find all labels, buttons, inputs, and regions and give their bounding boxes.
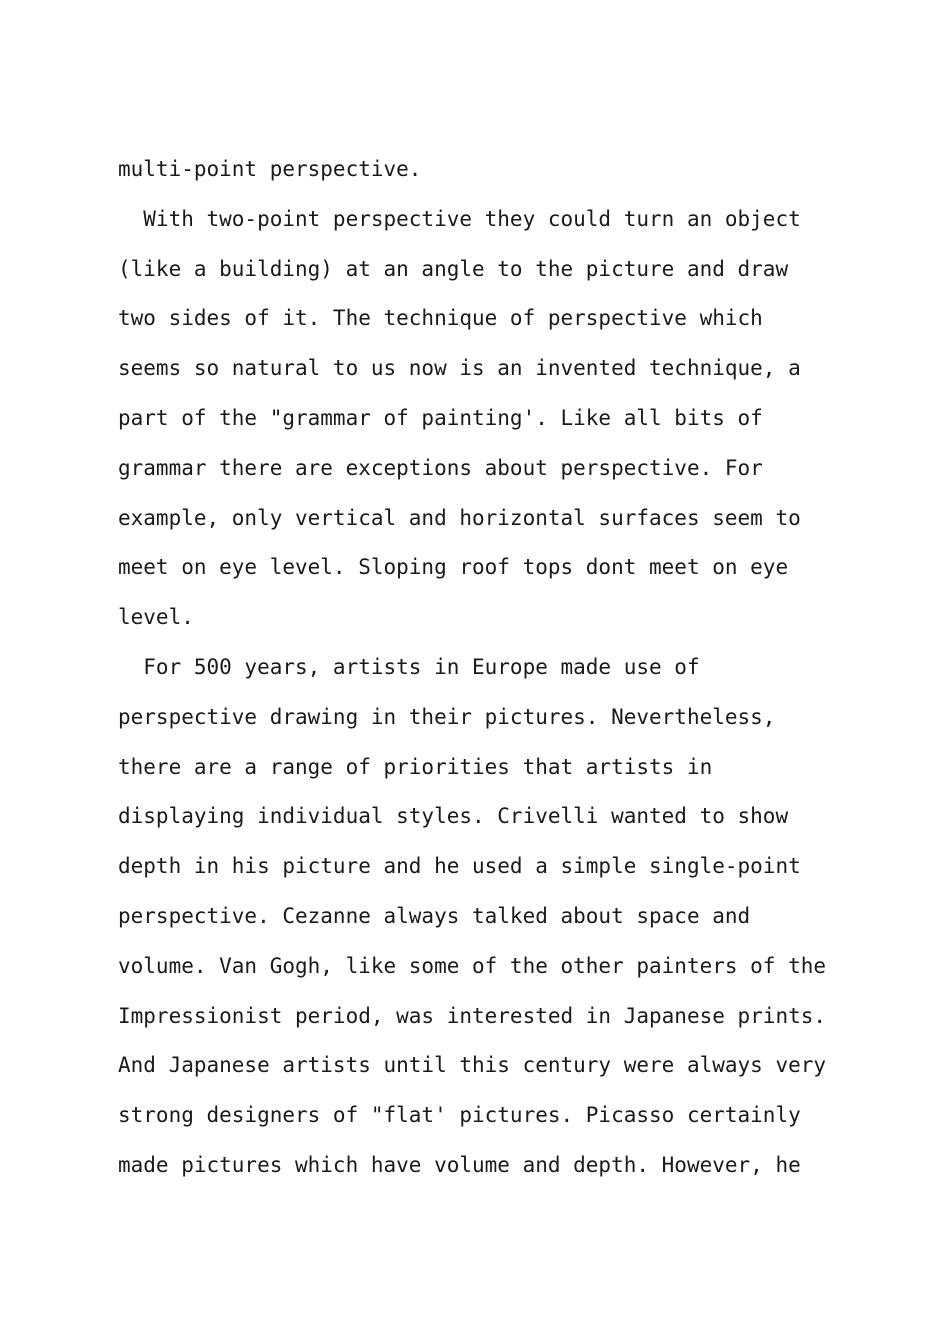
text-line: depth in his picture and he used a simple single-point xyxy=(118,854,801,879)
text-line: perspective. Cezanne always talked about space and xyxy=(118,903,751,928)
text-line: meet on eye level. Sloping roof tops dont meet on eye xyxy=(118,555,789,580)
text-line: volume. Van Gogh, like some of the other painters of the xyxy=(118,953,827,978)
text-line: perspective drawing in their pictures. Nevertheless, xyxy=(118,704,776,729)
text-line: grammar there are exceptions about perspective. For xyxy=(118,455,763,480)
text-line: part of the "grammar of painting'. Like all bits of xyxy=(118,405,763,430)
text-line: displaying individual styles. Crivelli wanted to show xyxy=(118,804,789,829)
text-line: And Japanese artists until this century were always very xyxy=(118,1053,827,1078)
text-line: With two-point perspective they could turn an object xyxy=(118,206,801,231)
body-text xyxy=(118,145,858,1191)
text-line: strong designers of "flat' pictures. Picasso certainly xyxy=(118,1103,801,1128)
text-line: two sides of it. The technique of perspective which xyxy=(118,306,763,331)
text-line: For 500 years, artists in Europe made use of xyxy=(118,654,700,679)
text-line: example, only vertical and horizontal surfaces seem to xyxy=(118,505,801,530)
text-line: (like a building) at an angle to the picture and draw xyxy=(118,256,789,281)
text-line: made pictures which have volume and depth. However, he xyxy=(118,1152,801,1177)
text-line: there are a range of priorities that artists in xyxy=(118,754,713,779)
text-line: level. xyxy=(118,605,194,630)
text-line: multi-point perspective. xyxy=(118,157,422,181)
text-line: seems so natural to us now is an invented technique, a xyxy=(118,356,801,381)
text-line: Impressionist period, was interested in Japanese prints. xyxy=(118,1003,827,1028)
